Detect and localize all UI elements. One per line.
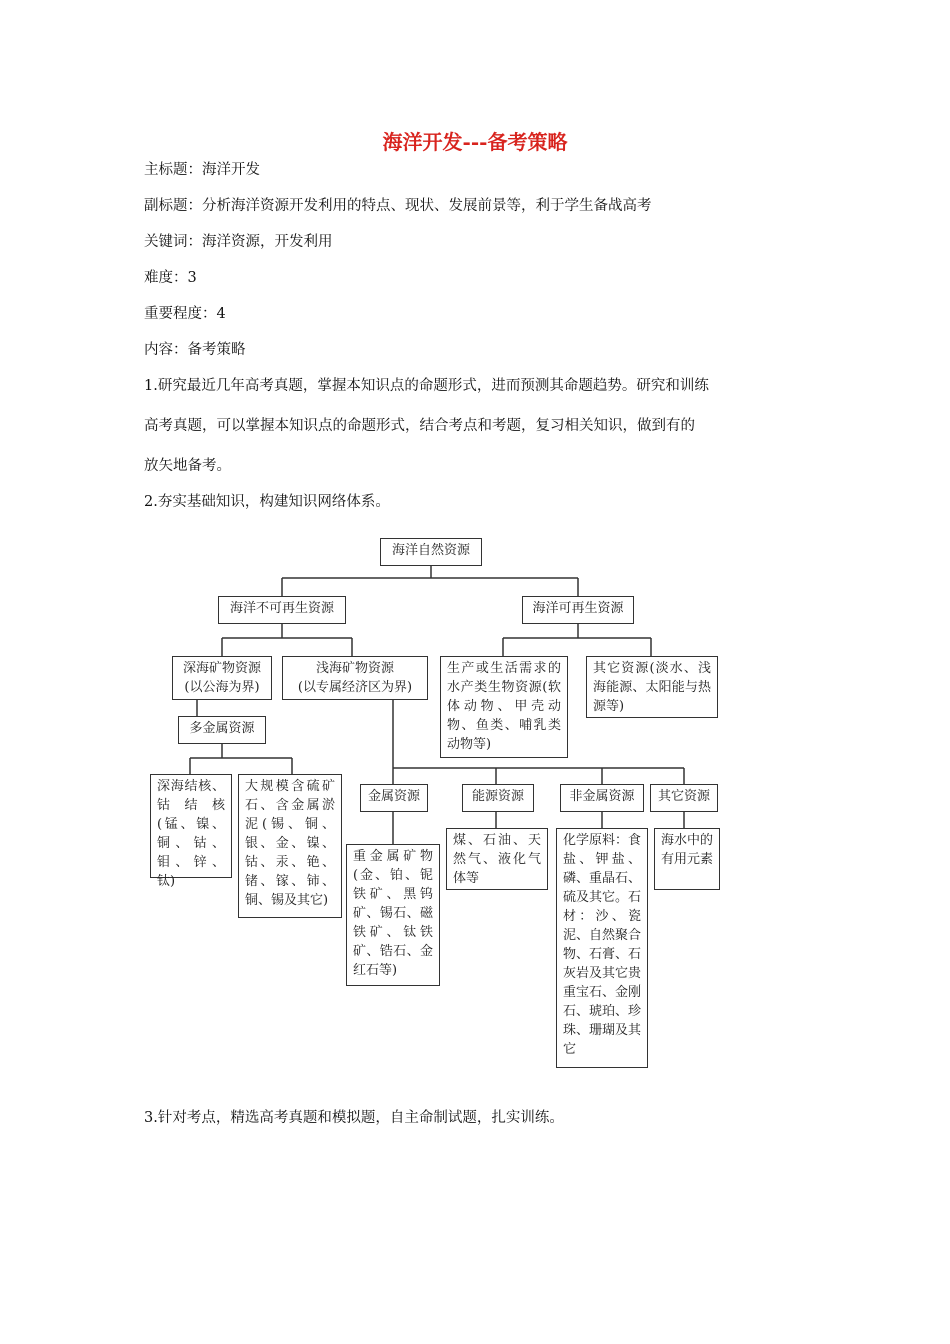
nodule-node: 深海结核、钴结核(锰、镍、铜、钴、钼、锌、钛) bbox=[150, 774, 232, 878]
nonrenewable-node: 海洋不可再生资源 bbox=[218, 596, 346, 624]
heavy-mineral-node: 重金属矿物(金、铂、铌铁矿、黑钨矿、锡石、磁铁矿、钛铁矿、锆石、金红石等) bbox=[346, 844, 440, 986]
difficulty-line: 难度：3 bbox=[144, 270, 197, 286]
shallow-sea-mineral-node: 浅海矿物资源 (以专属经济区为界) bbox=[282, 656, 428, 700]
fuel-node: 煤、石油、天然气、液化气体等 bbox=[446, 828, 548, 890]
keywords-line: 关键词：海洋资源，开发利用 bbox=[144, 234, 333, 250]
energy-resource-node: 能源资源 bbox=[462, 784, 534, 812]
root-node: 海洋自然资源 bbox=[380, 538, 482, 566]
biological-resource-node: 生产或生活需求的水产类生物资源(软体动物、甲壳动物、鱼类、哺乳类动物等) bbox=[440, 656, 568, 758]
renewable-node: 海洋可再生资源 bbox=[522, 596, 634, 624]
para2-line: 2.夯实基础知识，构建知识网络体系。 bbox=[144, 494, 390, 510]
para3-line: 3.针对考点，精选高考真题和模拟题，自主命制试题，扎实训练。 bbox=[144, 1110, 564, 1126]
para1-line1: 1.研究最近几年高考真题，掌握本知识点的命题形式，进而预测其命题趋势。研究和训练 bbox=[144, 378, 709, 394]
sulfide-node: 大规模含硫矿石、含金属淤泥(锡、铜、银、金、镍、钴、汞、铯、锗、镓、铈、铜、锡及其它) bbox=[238, 774, 342, 918]
deep-sea-mineral-node: 深海矿物资源 (以公海为界) bbox=[172, 656, 272, 700]
other-renewable-node: 其它资源(淡水、浅海能源、太阳能与热源等) bbox=[586, 656, 718, 718]
para1-line3: 放矢地备考。 bbox=[144, 458, 231, 474]
para1-line2: 高考真题，可以掌握本知识点的命题形式，结合考点和考题，复习相关知识，做到有的 bbox=[144, 418, 695, 434]
seawater-element-node: 海水中的有用元素 bbox=[654, 828, 720, 890]
metal-resource-node: 金属资源 bbox=[360, 784, 428, 812]
importance-line: 重要程度：4 bbox=[144, 306, 226, 322]
content-line: 内容：备考策略 bbox=[144, 342, 246, 358]
other-resource-node: 其它资源 bbox=[650, 784, 718, 812]
chemical-material-node: 化学原料：食盐、钾盐、磷、重晶石、硫及其它。石材：沙、瓷泥、自然聚合物、石膏、石灰岩及其它贵重宝石、金刚石、琥珀、珍珠、珊瑚及其它 bbox=[556, 828, 648, 1068]
page-title: 海洋开发---备考策略 bbox=[382, 130, 568, 154]
polymetal-node: 多金属资源 bbox=[178, 716, 266, 744]
main-title-line: 主标题：海洋开发 bbox=[144, 162, 260, 178]
subtitle-line: 副标题：分析海洋资源开发利用的特点、现状、发展前景等，利于学生备战高考 bbox=[144, 198, 652, 214]
nonmetal-resource-node: 非金属资源 bbox=[560, 784, 644, 812]
